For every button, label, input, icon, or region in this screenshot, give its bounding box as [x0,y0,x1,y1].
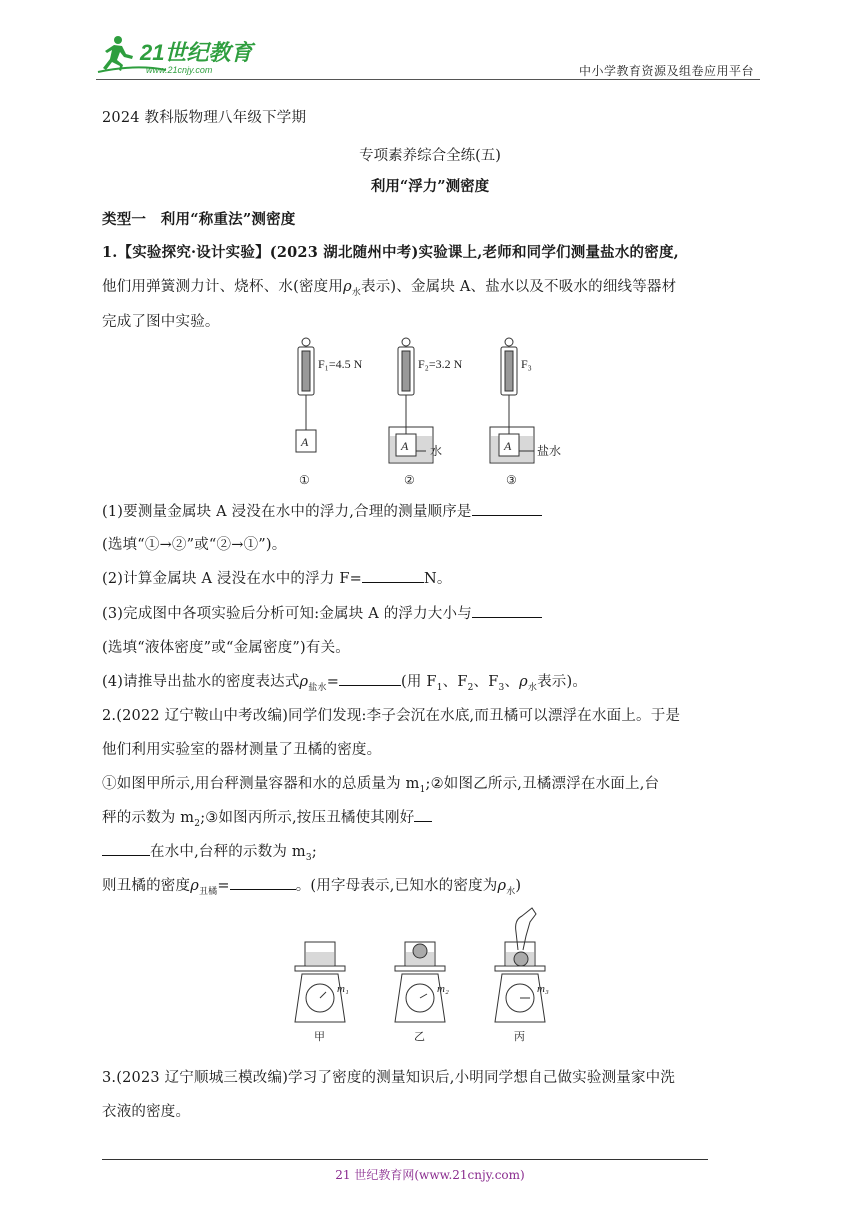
doc-topic: 利用“浮力”测密度 [370,178,490,195]
answer-blank [362,568,424,583]
q1-part1-hint: (选填“①→②”或“②→①”)。 [102,537,287,553]
scale-jia [295,942,345,1022]
fig2-jia: 甲 [314,1031,325,1043]
hand-icon [516,908,536,950]
m3-label: m₃ [537,983,549,995]
type-heading: 类型一 利用“称重法”测密度 [102,211,296,228]
answer-blank [230,875,296,890]
q2-line6: 则丑橘的密度$\rho_{丑橘}=$ 。(用字母表示,已知水的密度为$\rho_水$) [102,874,521,897]
answer-blank [414,807,432,822]
page-footer: 21 世纪教育网(www.21cnjy.com) [335,1168,525,1182]
q3-line1: 3.(2023 辽宁顺城三模改编)学习了密度的测量知识后,小明同学想自己做实验测量家中洗 [102,1070,676,1086]
q1-part4: (4)请推导出盐水的密度表达式$\rho_{盐水}=$ (用 $F_1$、$F_2$、$F_3$、$\rho_水$表示)。 [102,670,587,693]
scale-bing [495,908,545,1022]
q1-line1: 1.【实验探究·设计实验】(2023 湖北随州中考)实验课上,老师和同学们测量盐水的密度, [102,244,679,261]
fig1-num-3: ③ [506,473,517,487]
doc-subtitle: 2024 教科版物理八年级下学期 [102,110,307,126]
header-divider [96,79,760,80]
answer-blank [472,501,542,516]
water-label: 水 [430,444,443,458]
footer-divider [102,1159,708,1160]
q2-line2: 他们利用实验室的器材测量了丑橘的密度。 [102,742,382,758]
fig2-bing: 丙 [514,1031,525,1043]
q2-line5: 在水中,台秤的示数为 $m_3$; [102,840,317,863]
q2-line4: 秤的示数为 $m_2;③$如图丙所示,按压丑橘使其刚好 [102,806,432,829]
m1-label: m₁ [337,983,349,995]
answer-blank [472,603,542,618]
site-logo [96,34,266,76]
q1-part2: (2)计算金属块 A 浸没在水中的浮力 F= N。 [102,567,452,588]
q2-line3: ①如图甲所示,用台秤测量容器和水的总质量为 $m_1;②$如图乙所示,丑橘漂浮在水面上,台 [102,776,660,795]
platform-scale-figure [290,902,580,1048]
platform-name: 中小学教育资源及组卷应用平台 [578,64,754,78]
orange-icon [514,952,528,966]
spring-scale-figure [284,334,584,488]
brine-label: 盐水 [537,444,562,458]
svg-text:www.21cnjy.com: www.21cnjy.com [146,65,213,75]
block-a-2: A [401,439,409,453]
m2-label: m₂ [437,983,449,995]
q3-line2: 衣液的密度。 [102,1104,191,1120]
fig1-num-2: ② [404,473,415,487]
orange-icon [413,944,427,958]
q1-part3-hint: (选填“液体密度”或“金属密度”)有关。 [102,640,350,656]
svg-text:21世纪教育: 21世纪教育 [140,40,253,65]
doc-title: 专项素养综合全练(五) [359,148,501,164]
q1-line2: 他们用弹簧测力计、烧杯、水(密度用$\rho_水$表示)、金属块 A、盐水以及不吸水的细线等器材 [102,279,677,298]
q2-line1: 2.(2022 辽宁鞍山中考改编)同学们发现:李子会沉在水底,而丑橘可以漂浮在水面上。于是 [102,708,681,724]
f3-label: F₃ [521,357,532,371]
fig2-yi: 乙 [414,1031,425,1043]
q1-part3: (3)完成图中各项实验后分析可知:金属块 A 的浮力大小与 [102,602,542,623]
answer-blank [339,671,401,686]
scale-yi [395,942,445,1022]
f1-label: F₁=4.5 N [318,357,363,371]
page-header [96,30,760,80]
f2-label: F₂=3.2 N [418,357,463,371]
answer-blank [102,841,150,856]
q1-part1: (1)要测量金属块 A 浸没在水中的浮力,合理的测量顺序是 [102,500,542,521]
fig1-num-1: ① [299,473,310,487]
block-a-1: A [301,435,309,449]
block-a-3: A [504,439,512,453]
q1-line3: 完成了图中实验。 [102,314,220,330]
